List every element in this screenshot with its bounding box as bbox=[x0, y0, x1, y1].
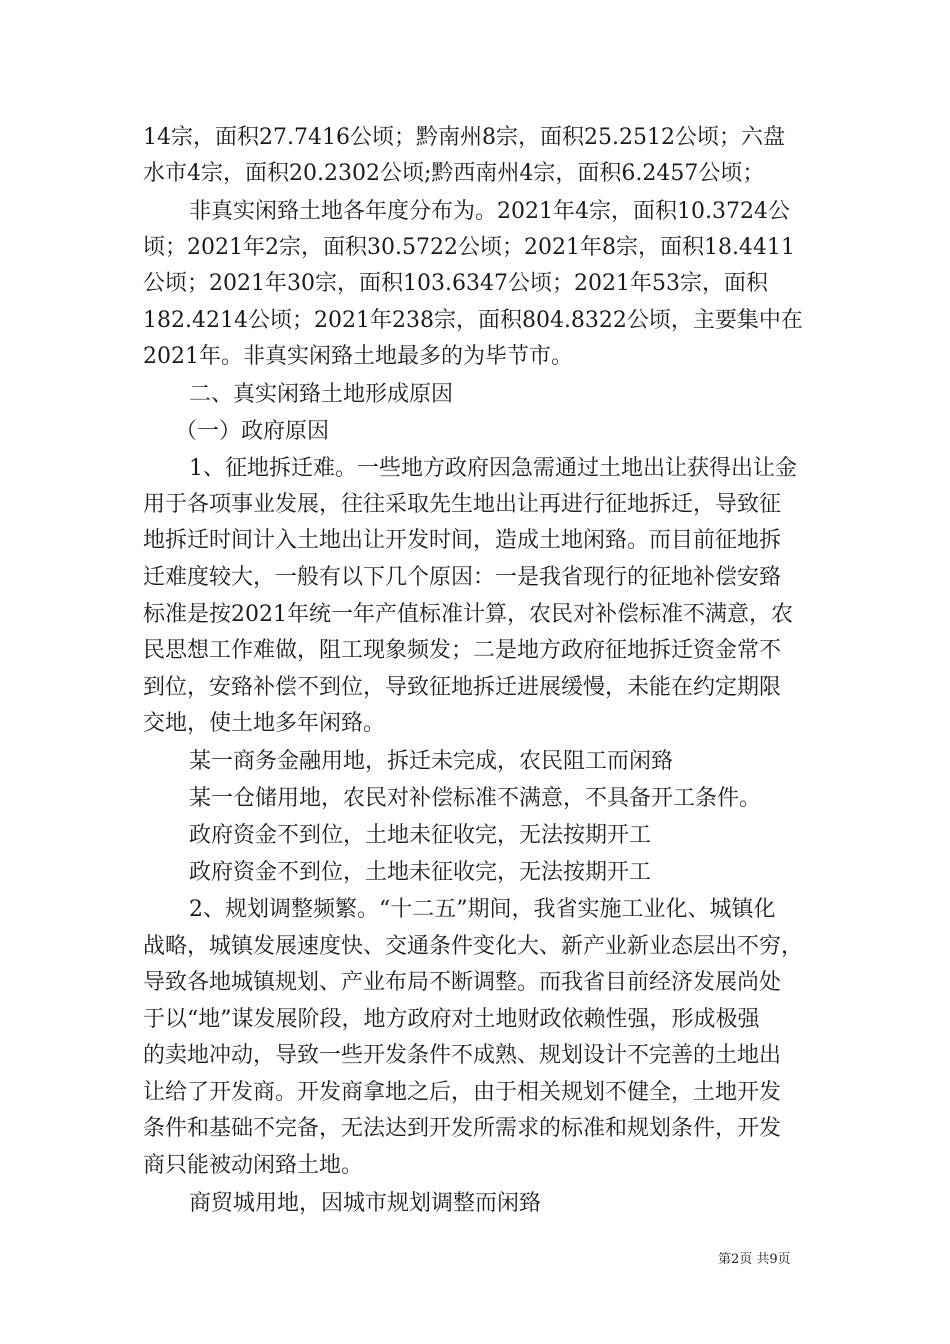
case-line: 某一仓储用地，农民对补偿标准不满意，不具备开工条件。 bbox=[189, 786, 762, 811]
body-line: 水市4宗，面积20.2302公顷;黔西南州4宗，面积6.2457公顷； bbox=[143, 161, 765, 186]
body-line: 战略，城镇发展速度快、交通条件变化大、新产业新业态层出不穷， bbox=[143, 934, 804, 959]
body-line: 2、规划调整频繁。“十二五”期间，我省实施工业化、城镇化 bbox=[189, 897, 776, 922]
page-number: 第2页 共9页 bbox=[718, 1252, 791, 1267]
body-line: 让给了开发商。开发商拿地之后，由于相关规划不健全，土地开发 bbox=[143, 1080, 782, 1105]
body-line: 标准是按2021年统一年产值标准计算，农民对补偿标准不满意，农 bbox=[143, 602, 793, 627]
body-line: 的卖地冲动，导致一些开发条件不成熟、规划设计不完善的土地出 bbox=[143, 1043, 782, 1068]
body-line: 公顷；2021年30宗，面积103.6347公顷；2021年53宗，面积 bbox=[143, 271, 768, 296]
body-line: 182.4214公顷；2021年238宗，面积804.8322公顷，主要集中在 bbox=[143, 308, 803, 333]
case-line: 政府资金不到位，土地未征收完，无法按期开工 bbox=[189, 860, 652, 885]
body-line: 导致各地城镇规划、产业布局不断调整。而我省目前经济发展尚处 bbox=[143, 970, 782, 995]
case-line: 某一商务金融用地，拆迁未完成，农民阻工而闲臵 bbox=[189, 749, 674, 774]
body-line: 14宗，面积27.7416公顷；黔南州8宗，面积25.2512公顷；六盘 bbox=[143, 125, 785, 150]
body-line: 2021年。非真实闲臵土地最多的为毕节市。 bbox=[143, 344, 573, 369]
body-line: 民思想工作难做，阻工现象频发；二是地方政府征地拆迁资金常不 bbox=[143, 638, 782, 663]
body-line: 迁难度较大，一般有以下几个原因：一是我省现行的征地补偿安臵 bbox=[143, 565, 782, 590]
body-line: 非真实闲臵土地各年度分布为。2021年4宗，面积10.3724公 bbox=[189, 199, 790, 224]
body-line: 商只能被动闲臵土地。 bbox=[143, 1153, 364, 1178]
case-line: 政府资金不到位，土地未征收完，无法按期开工 bbox=[189, 823, 652, 848]
body-line: 到位，安臵补偿不到位，导致征地拆迁进展缓慢，未能在约定期限 bbox=[143, 675, 782, 700]
body-line: 于以“地”谋发展阶段，地方政府对土地财政依赖性强，形成极强 bbox=[143, 1007, 760, 1032]
body-line: 条件和基础不完备，无法达到开发所需求的标准和规划条件，开发 bbox=[143, 1116, 782, 1141]
section-heading: 二、真实闲臵土地形成原因 bbox=[189, 382, 454, 407]
body-line: 顷；2021年2宗，面积30.5722公顷；2021年8宗，面积18.4411 bbox=[143, 235, 795, 260]
body-line: 1、征地拆迁难。一些地方政府因急需通过土地出让获得出让金 bbox=[189, 456, 797, 481]
case-line: 商贸城用地，因城市规划调整而闲臵 bbox=[189, 1191, 542, 1216]
body-line: 用于各项事业发展，往往采取先生地出让再进行征地拆迁，导致征 bbox=[143, 492, 782, 517]
body-line: 地拆迁时间计入土地出让开发时间，造成土地闲臵。而目前征地拆 bbox=[143, 528, 782, 553]
body-line: 交地，使土地多年闲臵。 bbox=[143, 711, 386, 736]
subsection-heading: （一）政府原因 bbox=[175, 419, 330, 444]
